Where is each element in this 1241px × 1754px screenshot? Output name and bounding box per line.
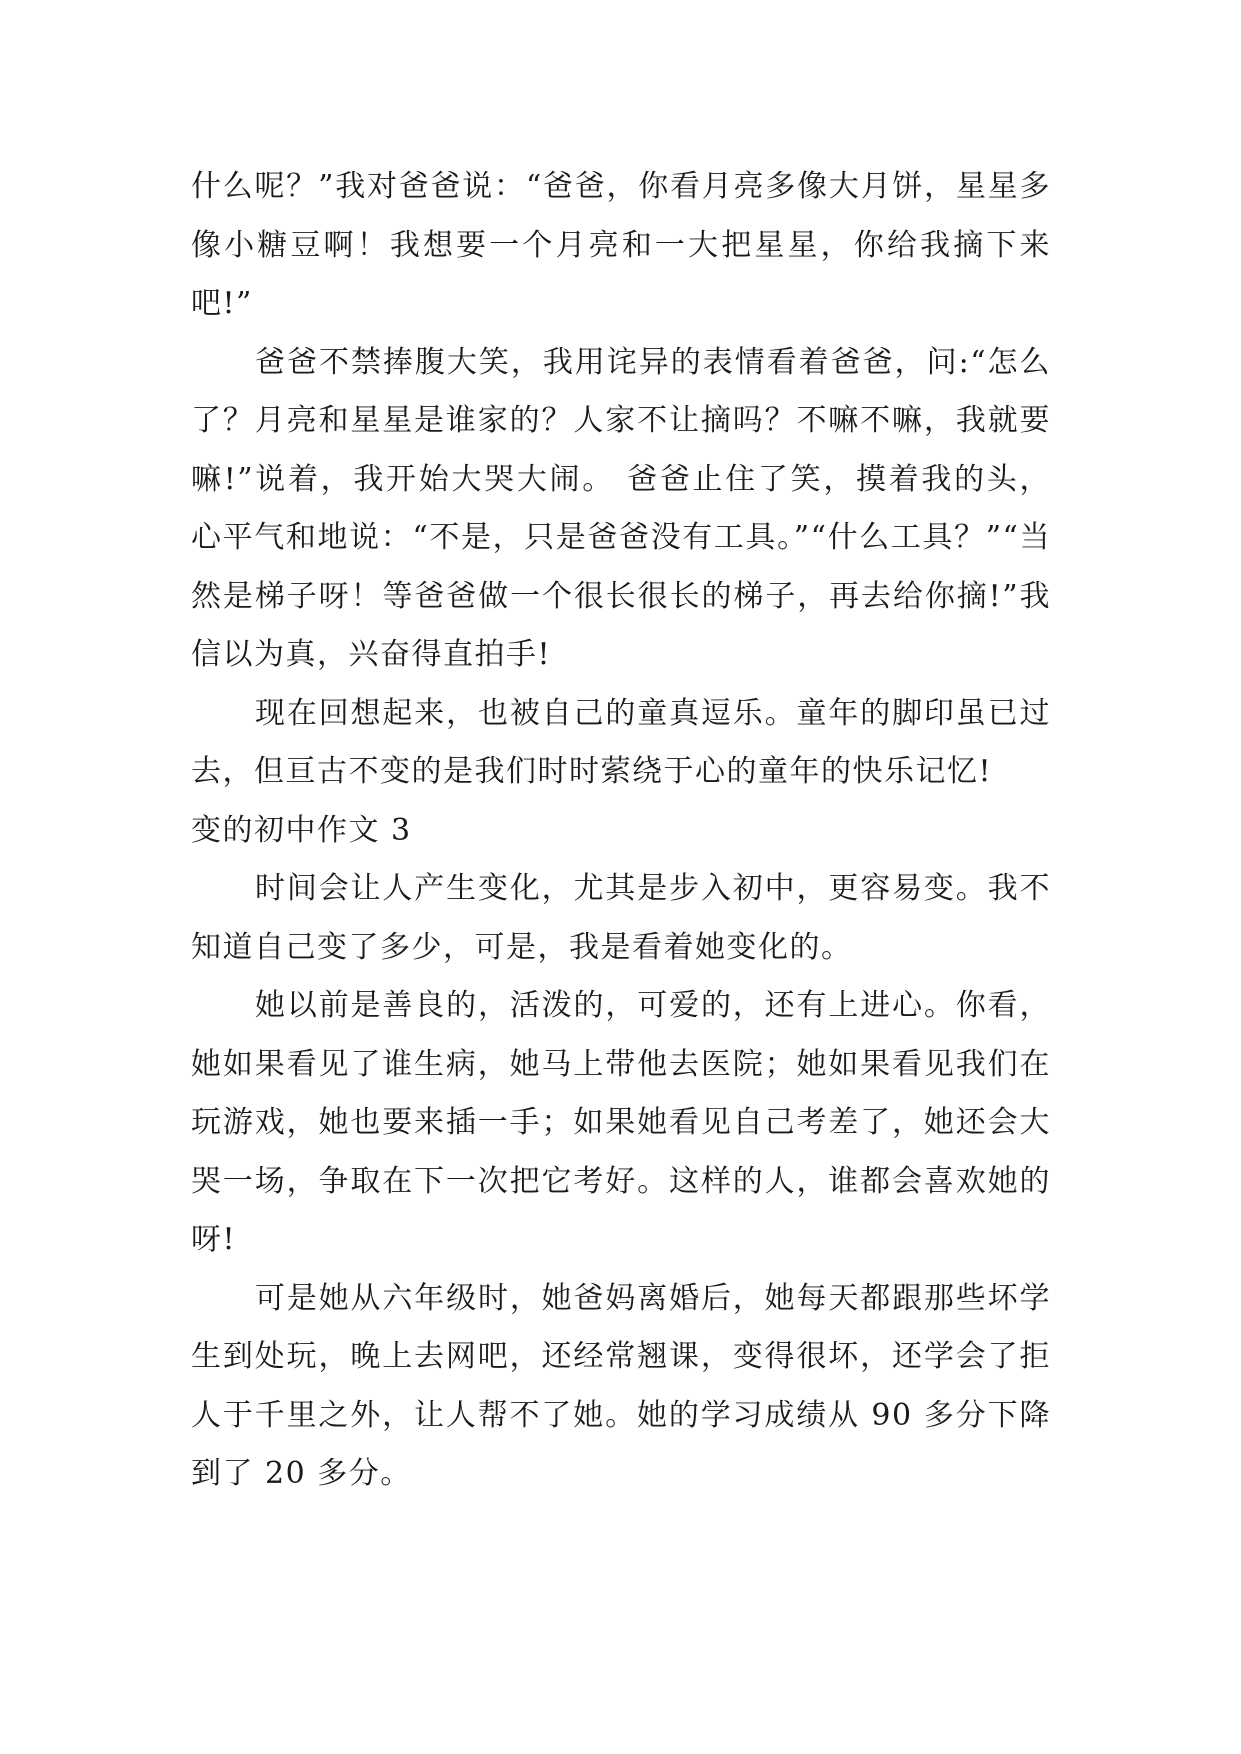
- document-body: [191, 158, 1051, 1504]
- paragraph: 爸爸不禁捧腹大笑，我用诧异的表情看着爸爸，问:“怎么了？月亮和星星是谁家的？人家不让摘吗？不嘛不嘛，我就要嘛!”说着，我开始大哭大闹。 爸爸止住了笑，摸着我的头，心平气和地说：“不是，只是爸爸没有工具。”“什么工具？”“当然是梯子呀！等爸爸做一个很长很长的梯子，再去给你摘!”我信以为真，兴奋得直拍手!: [191, 344, 1051, 672]
- paragraph: 她以前是善良的，活泼的，可爱的，还有上进心。你看，她如果看见了谁生病，她马上带他去医院；她如果看见我们在玩游戏，她也要来插一手；如果她看见自己考差了，她还会大哭一场，争取在下一次把它考好。这样的人，谁都会喜欢她的呀!: [191, 988, 1051, 1257]
- section-heading: 变的初中作文 3: [191, 812, 412, 848]
- paragraph: 现在回想起来，也被自己的童真逗乐。童年的脚印虽已过去，但亘古不变的是我们时时萦绕于心的童年的快乐记忆!: [191, 695, 1051, 789]
- paragraph: 时间会让人产生变化，尤其是步入初中，更容易变。我不知道自己变了多少，可是，我是看着她变化的。: [191, 871, 1051, 965]
- paragraph-continuation: 什么呢？”我对爸爸说：“爸爸，你看月亮多像大月饼，星星多像小糖豆啊！我想要一个月亮和一大把星星，你给我摘下来吧!”: [191, 169, 1051, 321]
- paragraph: 可是她从六年级时，她爸妈离婚后，她每天都跟那些坏学生到处玩，晚上去网吧，还经常翘课，变得很坏，还学会了拒人于千里之外，让人帮不了她。她的学习成绩从 90 多分下降到了 20 多分。: [191, 1280, 1051, 1491]
